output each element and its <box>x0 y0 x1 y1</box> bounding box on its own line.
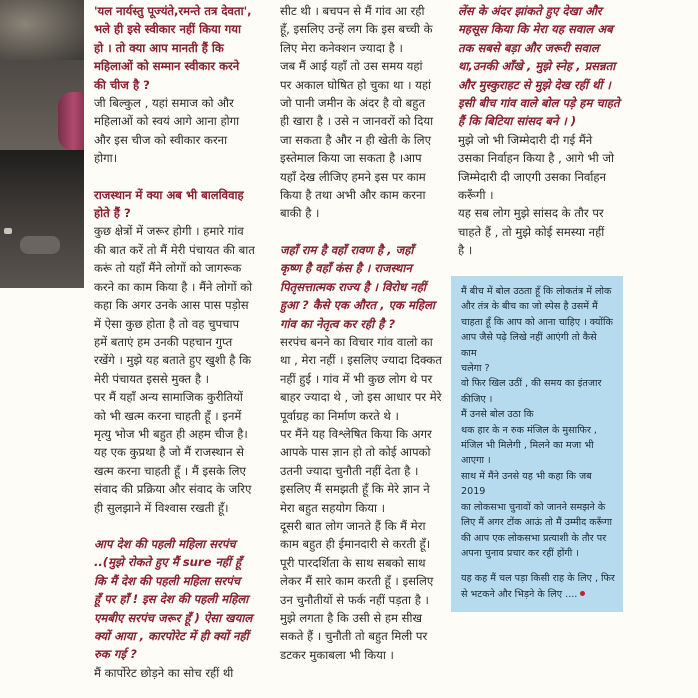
text-line: की चीज है ? <box>94 77 150 92</box>
article-column-1 <box>94 2 274 682</box>
text-line: मुझे लगता है कि उसी से हम सीख <box>280 611 423 625</box>
text-line: पूर्वाग्रह का निर्माण करते थे । <box>280 408 399 423</box>
text-line: भले ही इसे स्वीकार नहीं किया गया <box>94 22 242 37</box>
text-line: पूरी पारदर्शिता के साथ सबको साथ <box>280 555 426 570</box>
text-line: करूँगी । <box>458 188 494 203</box>
answer-5 <box>458 131 636 260</box>
text-line: मृत्यु भोज भी बहुत ही अहम चीज है। <box>94 426 248 441</box>
box-paragraph-2 <box>461 571 615 602</box>
text-line: महिलाओं को स्वयं आगे आना होगा <box>94 114 240 129</box>
text-line: और मुस्कुराहट से मुझे देख रहीं थीं । <box>458 77 611 92</box>
end-mark-icon <box>580 591 585 596</box>
text-line: संवाद की प्रक्रिया और संवाद के जरिए <box>94 482 252 497</box>
text-line: ..(मुझे रोकते हुए मैं sure नहीं हूँ <box>94 555 242 570</box>
text-line: आएगा । <box>461 455 491 467</box>
text-line: होगा। <box>94 151 118 166</box>
text-line: कहा कि अगर उनके आस पास पड़ोस <box>94 298 249 313</box>
text-line: एमबीए सरपंच जरूर हूँ ) ऐसा खयाल <box>94 610 253 625</box>
question-1 <box>94 2 274 94</box>
text-line: जिम्मेदारी दी जाएगी उसका निर्वाहन <box>458 169 606 184</box>
text-line: सीट थी । बचपन से मैं गांव आ रही <box>280 4 425 18</box>
text-line: यहाँ देख लीजिए हमने इस पर काम <box>280 169 426 184</box>
text-line: इस्तेमाल किया जा सकता है ।आप <box>280 151 422 166</box>
text-line: महिलाओं को सम्मान स्वीकार करने <box>94 59 240 74</box>
text-line: जहाँ राम है वहाँ रावण है , जहाँ <box>280 242 414 257</box>
text-line: ही सुलझाने में विश्वास रखती हूँ। <box>94 500 229 515</box>
text-line: हमें बताएं हम उनकी पहचान गुप्त <box>94 334 233 349</box>
text-line: लिए मेरा कनेक्शन ज्यादा है । <box>280 40 403 55</box>
text-line: को भी खत्म करना चाहती हूँ । इनमें <box>94 408 242 423</box>
text-line: लेंस के अंदर झांकते हुए देखा और <box>458 4 602 18</box>
text-line: था , मेरा नहीं । इसलिए ज्यादा दिक्कत <box>280 353 442 368</box>
answer-2 <box>94 222 274 517</box>
text-line: यह सब लोग मुझे सांसद के तौर पर <box>458 206 604 221</box>
text-line: है । <box>458 243 473 258</box>
text-line: जब मैं आई यहाँ तो उस समय यहां <box>280 59 423 74</box>
text-line: पितृसत्तात्मक राज्य है । विरोध नहीं <box>280 279 426 294</box>
text-line: इसी बीच गांव वाले बोल पड़े हम चाहते <box>458 96 620 111</box>
text-line: और इस चीज को स्वीकार करना <box>94 132 228 147</box>
text-line: रखेंगे । मुझे यह बताते हुए खुशी है कि <box>94 353 252 368</box>
text-line: का लोकसभा चुनावों को जानने समझने के <box>461 501 606 513</box>
question-2 <box>94 186 274 223</box>
question-4 <box>280 241 446 333</box>
text-line: में ऐसा कुछ होता है तो वह चुपचाप <box>94 316 240 331</box>
text-line: बाकी है । <box>280 206 320 221</box>
text-line: पर मैंने यह विश्लेषित किया कि अगर <box>280 426 432 441</box>
text-line: हुआ ? कैसे एक औरत , एक महिला <box>280 298 435 313</box>
text-line: चलेगा ? <box>461 363 490 375</box>
text-line: लिए मैं अगर टोंक आऊं तो मैं उम्मीद करूँगा <box>461 517 612 529</box>
photo-detail <box>4 228 12 234</box>
text-line: महसूस किया कि मेरा यह सवाल अब <box>458 22 613 37</box>
sarpanch-photo <box>0 0 84 288</box>
text-line: सकते हैं । चुनौती तो बहुत मिली पर <box>280 629 428 644</box>
text-line: आप देश की पहली महिला सरपंच <box>94 536 236 551</box>
highlight-box <box>451 276 623 612</box>
text-line: हूँ पर हाँ ! इस देश की पहली महिला <box>94 592 249 607</box>
text-line: मुझे जो भी जिम्मेदारी दी गई मैंने <box>458 132 593 147</box>
text-line: सरपंच बनने का विचार गांव वालो का <box>280 334 433 349</box>
text-line: उन चुनौतीयों से फर्क नहीं पड़ता है । <box>280 592 429 607</box>
text-line: से भटकने और भिड़ने के लिए .... <box>461 587 615 602</box>
text-line: खत्म करना चाहती हूँ । मैं इसके लिए <box>94 463 246 478</box>
text-line: रुक गई ? <box>94 647 137 662</box>
article-column-3 <box>458 2 636 260</box>
text-line: थक हार के न रुक मंजिल के मुसाफिर , <box>461 424 597 436</box>
text-line: करूं तो यहाँ मैंने लोगों को जागरूक <box>94 261 242 276</box>
text-line: आप जैसे पढ़े लिखे नहीं आएंगी तो कैसे काम <box>461 332 597 359</box>
text-line: नहीं हुई । गांव में भी कुछ लोग थे पर <box>280 371 433 386</box>
text-line: मैं कार्पोरेट छोड़ने का सोच रहीं थी <box>94 665 234 680</box>
question-3 <box>94 535 274 664</box>
text-line: कृष्ण है वहाँ कंस है । राजस्थान <box>280 261 412 276</box>
box-paragraph-1 <box>461 284 615 561</box>
text-line: था,उनकी आँखे , मुझे स्नेह , प्रसन्नता <box>458 59 616 74</box>
text-line: पर अकाल घोषित हो चुका था । यहां <box>280 77 432 92</box>
text-line: की आप एक लोकसभा प्रत्याशी के तौर पर <box>461 532 607 544</box>
text-line: मैं उनसे बोल उठा कि <box>461 409 534 421</box>
text-line: कि मैं देश की पहली महिला सरपंच <box>94 573 241 588</box>
text-line: मेरी पंचायत इससे मुक्त है । <box>94 371 210 386</box>
text-line: पर मैं यहाँ अन्य सामाजिक कुरीतियों <box>94 390 243 405</box>
text-line: अपना चुनाव प्रचार कर रहीं होंगी । <box>461 547 579 559</box>
text-line: मैं बीच में बोल उठता हूँ कि लोकतंत्र में लोक <box>461 286 612 297</box>
text-line: की बात करें तो मैं मेरी पंचायत की बात <box>94 242 255 257</box>
text-line: जी बिल्कुल , यहां समाज को और <box>94 96 234 111</box>
text-line: तक सबसे बड़ा और जरूरी सवाल <box>458 40 599 55</box>
text-line: बाहर ज्यादा थे , जो इस आधार पर मेरे <box>280 390 442 405</box>
highlight-box-text <box>451 276 623 602</box>
text-line: डटकर मुकाबला भी किया । <box>280 647 394 662</box>
text-line: राजस्थान में क्या अब भी बालविवाह <box>94 187 244 202</box>
answer-3 <box>94 664 274 682</box>
text-line: यह कह मैं चल पड़ा किसी राह के लिए , फिर <box>461 573 615 585</box>
question-5 <box>458 2 636 131</box>
photo-object <box>20 236 60 254</box>
photo-background <box>0 0 84 60</box>
text-line: ही खारा है । उसे न जानवरों को दिया <box>280 114 434 129</box>
text-line: साथ में मैंने उनसे यह भी कहा कि जब 2019 <box>461 470 592 498</box>
text-line: हूँ, इसलिए उन्हें लग कि इस बच्ची के <box>280 22 433 37</box>
text-line: और तंत्र के बीच का जो स्पेस है उसमें मैं <box>461 301 598 313</box>
text-line: किया है तथा अभी और काम करना <box>280 188 426 203</box>
text-line: कीजिए । <box>461 393 493 405</box>
text-line: हैं कि बिटिया सांसद बने । ) <box>458 114 577 129</box>
answer-1 <box>94 94 274 168</box>
text-line: आपके पास ज्ञान हो तो कोई आपको <box>280 445 431 460</box>
text-line: दूसरी बात लोग जानते हैं कि मैं मेरा <box>280 518 426 533</box>
text-line: करने का काम किया है । मैंने लोगों को <box>94 279 253 294</box>
photo-shawl <box>58 92 84 150</box>
text-line: इसलिए मैं समझती हूँ कि मेरे ज्ञान ने <box>280 482 430 497</box>
text-line: कुछ क्षेत्रों में जरूर होगी । हमारे गांव <box>94 224 244 239</box>
text-line: जो पानी जमीन के अंदर है वो बहुत <box>280 96 426 111</box>
text-line: होते हैं ? <box>94 206 131 221</box>
text-line: उतनी ज्यादा चुनौती नहीं देता है । <box>280 463 419 478</box>
text-line: क्यों आया , कारपोरेट में ही क्यों नहीं <box>94 629 249 643</box>
text-line: 'यल नार्यस्तु पूज्यंते,रमन्ते तत्र देवता', <box>94 4 252 18</box>
answer-continued <box>280 2 446 223</box>
text-line: यह एक कुप्रथा है जो मैं राजस्थान से <box>94 445 244 460</box>
text-line: मंजिल भी मिलेगी , मिलने का मजा भी <box>461 440 594 452</box>
text-line: उसका निर्वाहन किया है , आगे भी जो <box>458 151 614 166</box>
text-line: काम बहुत ही ईमानदारी से करती हूँ। <box>280 537 431 552</box>
text-line: गांव का नेतृत्व कर रही है ? <box>280 316 396 331</box>
text-line: जा सकता है और न ही खेती के लिए <box>280 132 432 147</box>
text-line: मेरा बहुत सहयोग किया । <box>280 500 386 515</box>
text-line: हो । तो क्या आप मानती हैं कि <box>94 40 224 55</box>
answer-4 <box>280 333 446 664</box>
text-line: चाहते हैं , तो मुझे कोई समस्या नहीं <box>458 224 605 239</box>
text-line: वो फिर खिल उठीं , की समय का इंतजार <box>461 378 602 390</box>
text-line: लेकर मैं सारे काम करती हूँ । इसलिए <box>280 574 434 589</box>
article-column-2 <box>280 2 446 664</box>
photo-foreground <box>0 150 84 288</box>
text-line: चाहता हूँ कि आप को आना चाहिए । क्योंकि <box>461 316 613 328</box>
